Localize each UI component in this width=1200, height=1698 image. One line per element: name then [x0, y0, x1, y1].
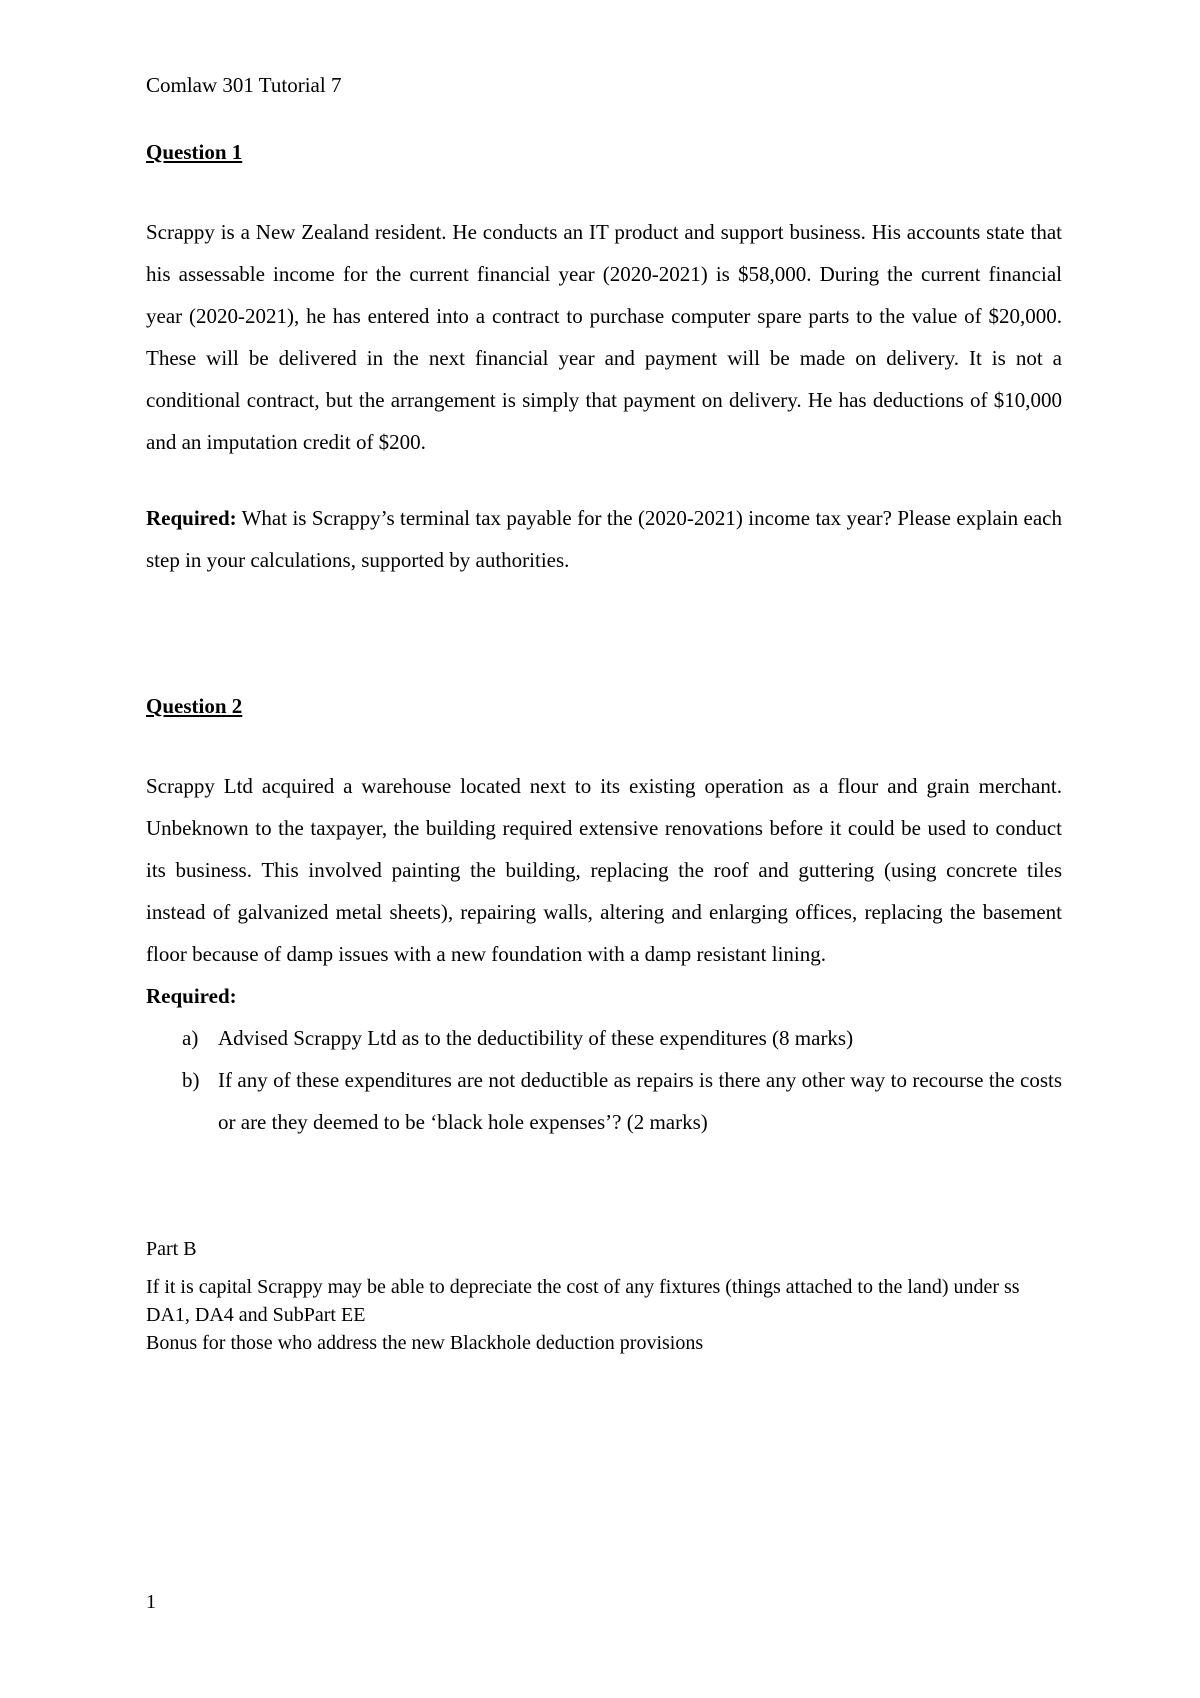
part-b-line-2: Bonus for those who address the new Blackhole deduction provisions [146, 1332, 704, 1354]
question-1-required-text: What is Scrappy’s terminal tax payable for the (2020-2021) income tax year? Please explain each step in your calculations, supported by authorities. [146, 506, 1062, 572]
part-b-title: Part B [146, 1238, 197, 1260]
list-item-text: If any of these expenditures are not deductible as repairs is there any other way to recourse the costs or are they deemed to be ‘black hole expenses’? (2 marks) [218, 1068, 1062, 1134]
document-page [146, 70, 1062, 1357]
part-b-line-1: If it is capital Scrappy may be able to depreciate the cost of any fixtures (things attached to the land) under ss DA1, DA4 and SubPart EE [146, 1276, 1020, 1326]
list-item [146, 1059, 1062, 1143]
list-item-text: Advised Scrappy Ltd as to the deductibility of these expenditures (8 marks) [218, 1026, 854, 1050]
question-1-body: Scrappy is a New Zealand resident. He conducts an IT product and support business. His accounts state that his assessable income for the current financial year (2020-2021) is $58,000. During the current financial year (2020-2021), he has entered into a contract to purchase computer spare parts to the value of $20,000. These will be delivered in the next financial year and payment will be made on delivery. It is not a conditional contract, but the arrangement is simply that payment on delivery. He has deductions of $10,000 and an imputation credit of $200. [146, 220, 1062, 454]
question-2-required-list [146, 1017, 1062, 1143]
page-number: 1 [146, 1591, 156, 1613]
question-2-body: Scrappy Ltd acquired a warehouse located next to its existing operation as a flour and grain merchant. Unbeknown to the taxpayer, the building required extensive renovations before it could be used to conduct its business. This involved painting the building, replacing the roof and guttering (using concrete tiles instead of galvanized metal sheets), repairing walls, altering and enlarging offices, replacing the basement floor because of damp issues with a new foundation with a damp resistant lining. [146, 774, 1062, 966]
question-2-required-label: Required: [146, 984, 237, 1008]
question-2-title: Question 2 [146, 694, 243, 718]
list-marker: b) [182, 1068, 200, 1092]
question-1-title: Question 1 [146, 140, 243, 164]
document-header: Comlaw 301 Tutorial 7 [146, 73, 342, 97]
question-1-required-label: Required: [146, 506, 237, 530]
list-item [146, 1017, 1062, 1059]
list-marker: a) [182, 1026, 199, 1050]
question-1-required [146, 497, 1062, 581]
